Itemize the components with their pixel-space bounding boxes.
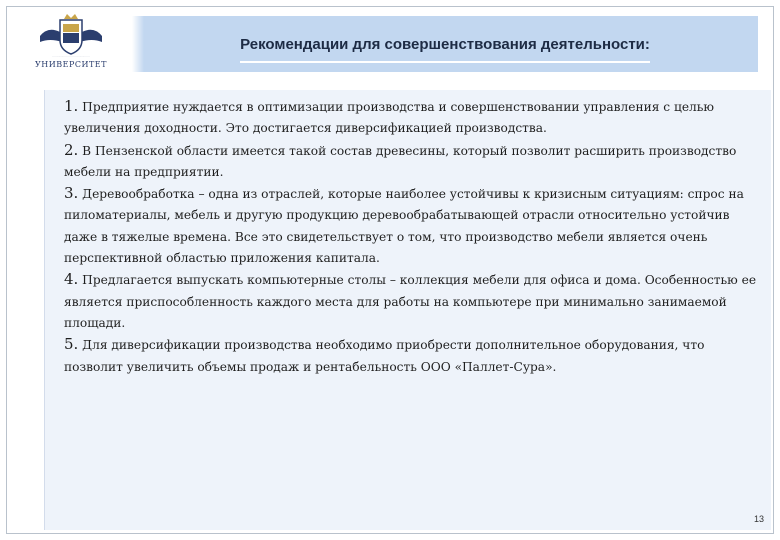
item-number: 2.	[64, 140, 79, 159]
list-item	[64, 140, 764, 184]
item-text: В Пензенской области имеется такой состав древесины, который позволит расширить производство мебели на предприятии.	[64, 143, 737, 179]
list-item	[64, 96, 764, 140]
item-number: 3.	[64, 184, 79, 203]
item-number: 4.	[64, 270, 79, 289]
item-number: 5.	[64, 335, 79, 354]
item-text: Предлагается выпускать компьютерные столы – коллекция мебели для офиса и дома. Особенностью ее является приспособленность каждого места для работы на компьютере при минимально занимаемой площади.	[64, 273, 757, 330]
university-logo	[32, 12, 110, 74]
list-item	[64, 269, 764, 334]
item-text: Предприятие нуждается в оптимизации производства и совершенствовании управления с целью увеличения доходности. Это достигается диверсификацией производства.	[64, 100, 715, 136]
item-text: Для диверсификации производства необходимо приобрести дополнительное оборудования, что позволит увеличить объемы продаж и рентабельность ООО «Паллет-Сура».	[64, 338, 705, 374]
logo-subtitle-mark: ········································	[51, 54, 91, 58]
item-text: Деревообработка – одна из отраслей, которые наиболее устойчивы к кризисным ситуациям: спрос на пиломатериалы, мебель и другую продукцию деревообрабатывающей отрасли относительно устойчив даже в тяжелые времена. Все это свидетельствует о том, что производство мебели является очень перспективной областью приложения капитала.	[64, 187, 744, 266]
page-number: 13	[753, 514, 764, 524]
university-crest-icon	[32, 12, 110, 58]
slide-title: Рекомендации для совершенствования деятельности:	[240, 33, 650, 63]
recommendations-list	[64, 96, 764, 378]
title-bar	[132, 16, 758, 72]
item-number: 1.	[64, 97, 79, 115]
list-item	[64, 183, 764, 269]
list-item	[64, 334, 764, 378]
logo-caption: УНИВЕРСИТЕТ	[35, 60, 107, 69]
